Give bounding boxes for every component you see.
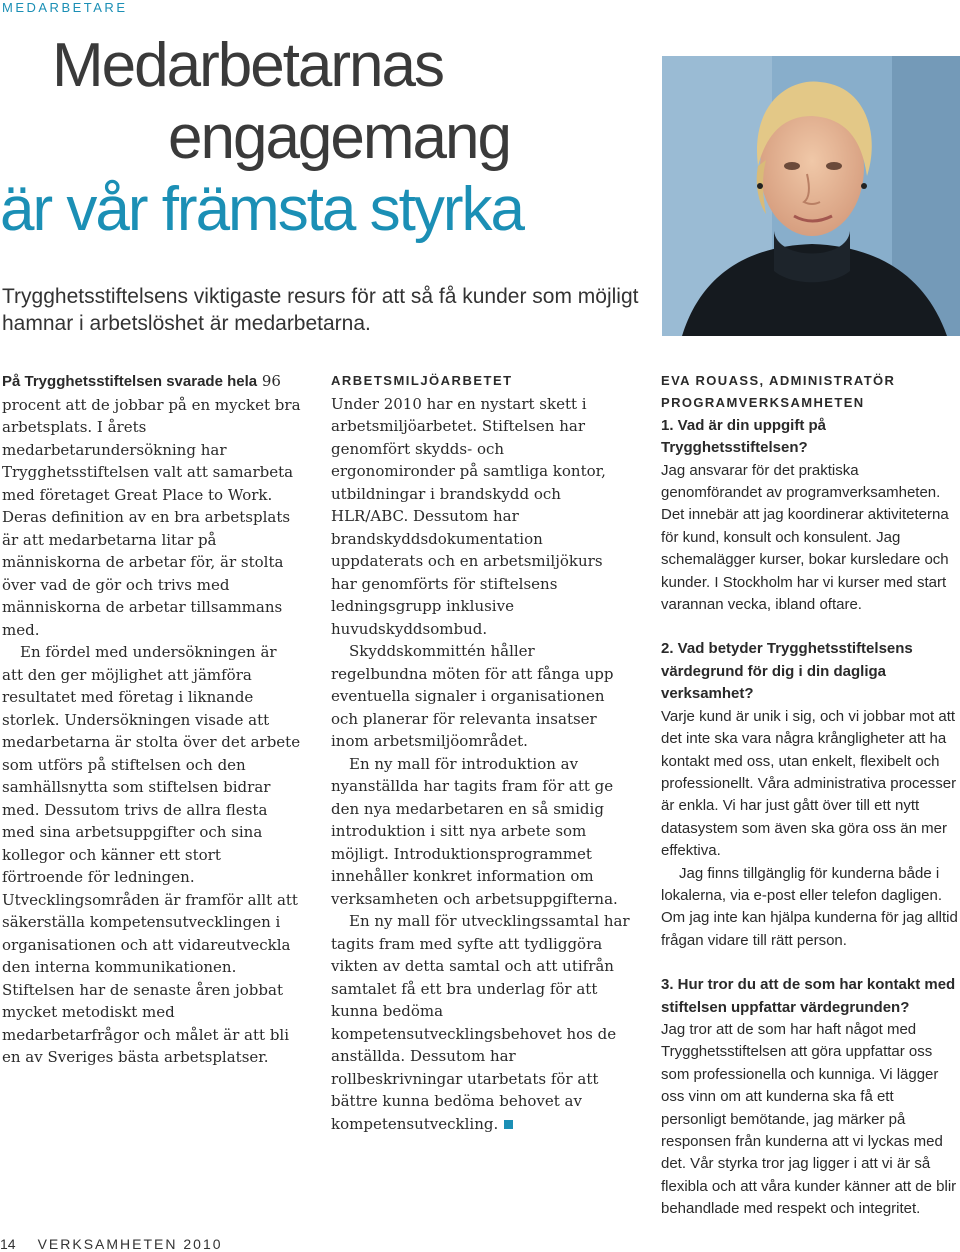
answer-1: Jag ansvarar för det praktiska genomförandet av programverksamheten. Det innebär att jag koordinerar aktiviteterna för kund, konsult och konsulent. Jag schemalägger kurser, bokar kursledare och kunder. I Stockholm har vi kurser med start varannan vecka, ibland oftare. [661, 461, 949, 614]
lead-paragraph: Trygghetsstiftelsens viktigaste resurs för att så få kunder som möjligt hamnar i arbetslöshet är medarbetarna. [2, 285, 639, 335]
portrait-photo [662, 56, 960, 336]
page-footer [0, 1236, 223, 1252]
col1-paragraph-1 [2, 370, 302, 641]
footer-section: VERKSAMHETEN 2010 [37, 1236, 223, 1252]
col2-p4-text: En ny mall för utvecklingssamtal har tagits fram med syfte att tydliggöra vikten av detta samtal och att utifrån samtalet få ett bra underlag för att kunna bedöma kompetensutvecklingsbehovet hos de anställda. Dessutom har rollbeskrivningar utarbetats för att bättre kunna bedöma behovet av kompetensutveckling. [331, 912, 630, 1133]
answer-2-continued: Jag finns tillgänglig för kunderna både i lokalerna, via e-post eller telefon dagligen. Om jag inte kan hjälpa kunderna för jag alltid frågan vidare till rätt person. [661, 864, 958, 949]
column-2 [331, 370, 631, 1135]
question-3: 3. Hur tror du att de som har kontakt med stiftelsen uppfattar värdegrunden? [661, 976, 956, 1016]
interviewee-department: PROGRAMVERKSAMHETEN [661, 395, 865, 411]
col2-heading: ARBETSMILJÖARBETET [331, 373, 513, 388]
interviewee-name: EVA ROUASS, ADMINISTRATÖR [661, 373, 896, 388]
page-number: 14 [0, 1236, 16, 1252]
end-of-article-mark [504, 1120, 513, 1129]
col1-lead-in: På Trygghetsstiftelsen svarade hela [2, 373, 258, 390]
title-line-3: är vår främsta styrka [0, 175, 523, 244]
col2-paragraph-4 [331, 910, 631, 1135]
section-kicker: MEDARBETARE [2, 0, 128, 15]
title-line-1: Medarbetarnas [52, 31, 444, 100]
title-line-2: engagemang [168, 103, 510, 172]
col1-paragraph-2: En fördel med undersökningen är att den ger möjlighet att jämföra resultatet med företag i liknande storlek. Undersökningen visade att medarbetarna är stolta över det arbete som utförs på stiftelsen och den samhällsnytta som stiftelsen bidrar med. Dessutom trivs de allra flesta med sina arbetsuppgifter och sina kollegor och känner ett stort förtroende för ledningen. Utvecklingsområden är framför allt att säkerställa kompetensutvecklingen i organisationen och att vidareutveckla den interna kommunikationen. Stiftelsen har de senaste åren jobbat mycket metodiskt med medarbetarfrågor och målet är att bli en av Sveriges bästa arbetsplatser. [2, 643, 301, 1066]
question-2: 2. Vad betyder Trygghetsstiftelsens värdegrund för dig i din dagliga verksamhet? [661, 640, 913, 703]
col1-p1-text: 96 procent att de jobbar på en mycket bra arbetsplats. I årets medarbetarundersökning har Trygghetsstiftelsen valt att samarbeta med företaget Great Place to Work. Deras definition av en bra arbetsplats är att medarbetarna litar på människorna de arbetar för, är stolta över vad de gör och trivs med människorna de arbetar tillsammans med. [2, 372, 301, 639]
page-title [0, 30, 660, 246]
portrait-illustration [662, 56, 960, 336]
column-1 [2, 370, 302, 1069]
answer-3: Jag tror att de som har haft något med Trygghetsstiftelsen att göra uppfattar oss som professionella och kunniga. Vi lägger oss vinn om att kunderna ska få ett personligt bemötande, jag märker på responsen från kunderna att vi lyckas med det. Vår styrka tror jag ligger i att vi är så flexibla och att våra kunder känner att de blir behandlade med respekt och integritet. [661, 1020, 957, 1218]
col2-paragraph-2: Skyddskommittén håller regelbundna möten för att fånga upp eventuella signaler i organisationen och planerar för relevanta insatser inom arbetsmiljöområdet. [331, 642, 614, 750]
col2-paragraph-3: En ny mall för introduktion av nyanställda har tagits fram för att ge den nya medarbetaren en så smidig introduktion i sitt nya arbete som möjligt. Introduktionsprogrammet innehåller konkret information om verksamheten och arbetsuppgifterna. [331, 754, 618, 908]
col2-paragraph-1: Under 2010 har en nystart skett i arbetsmiljöarbetet. Stiftelsen har genomfört skydds- och ergonomironder på samtliga kontor, utbildningar i brandskydd och HLR/ABC. Dessutom har brandskyddsdokumentation uppdaterats och en arbetsmiljökurs har genomförts för stiftelsens ledningsgrupp inklusive huvudskyddsombud. [331, 394, 606, 638]
answer-2: Varje kund är unik i sig, och vi jobbar mot att det inte ska vara några krångligheter att ha kontakt med oss, utan enkelt, flexibelt och professionellt. Våra administrativa processer är enkla. Vi har just gått över till ett nytt datasystem som även ska göra oss än mer effektiva. [661, 707, 957, 860]
question-1: 1. Vad är din uppgift på Trygghetsstiftelsen? [661, 416, 827, 457]
column-3-interview [661, 370, 960, 1221]
